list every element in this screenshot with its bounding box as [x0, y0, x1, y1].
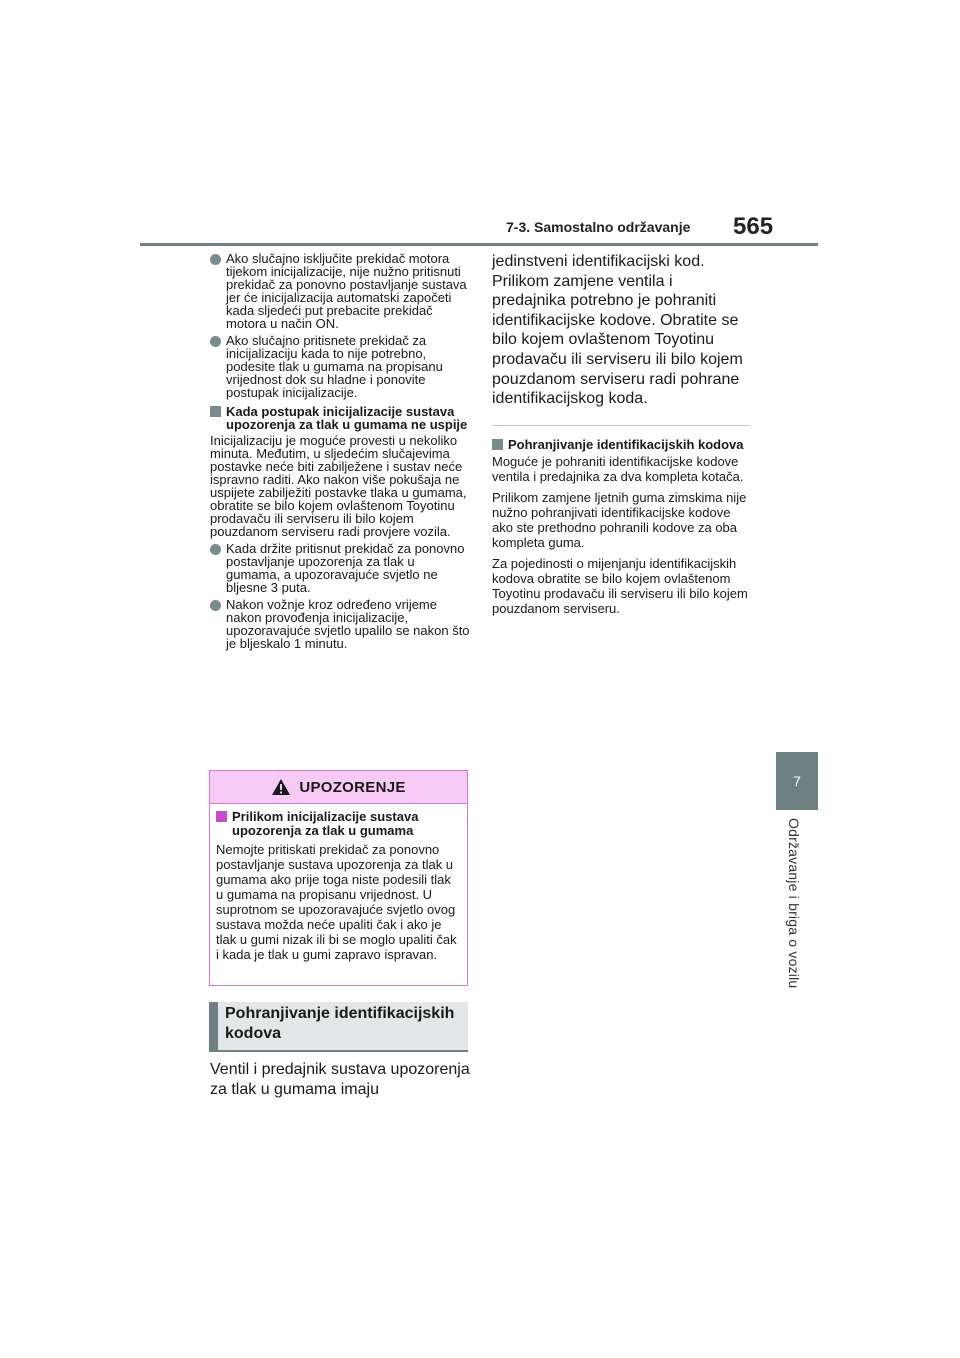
warning-triangle-icon [271, 778, 291, 796]
square-bullet-icon [216, 811, 227, 822]
warning-subheading [216, 810, 461, 838]
right-column [492, 252, 750, 622]
section-banner: Pohranjivanje identifikacijskih kodova [209, 1002, 468, 1052]
bullet-dot-icon [210, 336, 221, 347]
warning-subheading-text: Prilikom inicijalizacije sustava upozorenja za tlak u gumama [232, 809, 419, 838]
subheading-text: Pohranjivanje identifikacijskih kodova [508, 436, 744, 452]
left-column [210, 252, 470, 654]
list-item-text: Ako slučajno pritisnete prekidač za inicijalizaciju kada to nije potrebno, podesite tlak u gumama na propisanu vrijednost dok su hladne i ponovite postupak inicijalizacije. [226, 333, 443, 400]
header-section-title: 7-3. Samostalno održavanje [506, 219, 691, 235]
bullet-dot-icon [210, 544, 221, 555]
continuation-text: jedinstveni identifikacijski kod. Prilikom zamjene ventila i predajnika potrebno je pohraniti identifikacijske kodove. Obratite se bilo kojem ovlaštenom Toyotinu prodavaču ili serviseru ili bilo kojem pouzdanom serviseru radi pohrane identifikacijskog koda. [492, 253, 743, 408]
warning-box [209, 770, 468, 986]
list-item [210, 334, 470, 399]
warning-body: Nemojte pritiskati prekidač za ponovno postavljanje sustava upozorenja za tlak u gumama ako prije toga niste podesili tlak u gumama na propisanu vrijednost. U suprotnom se upozoravajuće svjetlo ovog sustava možda neće upaliti čak i ako je tlak u gumi nizak ili bi se moglo upaliti čak i kada je tlak u gumi zapravo ispravan. [216, 842, 457, 962]
list-item [210, 542, 470, 594]
warning-header [210, 771, 467, 804]
paragraph: Za pojedinosti o mijenjanju identifikacijskih kodova obratite se bilo kojem ovlaštenom Toyotinu prodavaču ili serviseru ili bilo kojem pouzdanom serviseru. [492, 555, 748, 616]
bullet-dot-icon [210, 600, 221, 611]
square-bullet-icon [210, 406, 221, 417]
chapter-title: Održavanje i briga o vozilu [786, 818, 802, 989]
warning-title: UPOZORENJE [299, 778, 406, 796]
square-bullet-icon [492, 439, 503, 450]
list-item-text: Kada držite pritisnut prekidač za ponovno postavljanje upozorenja za tlak u gumama, a upozoravajuće svjetlo ne bljesne 3 puta. [226, 541, 465, 595]
list-item [210, 598, 470, 650]
list-item [210, 252, 470, 330]
chapter-number: 7 [793, 773, 801, 789]
paragraph: Moguće je pohraniti identifikacijske kodove ventila i predajnika za dva kompleta kotača. [492, 453, 744, 484]
header-rule [140, 243, 818, 246]
section-intro: Ventil i predajnik sustava upozorenja za tlak u gumama imaju [210, 1061, 470, 1098]
bullet-dot-icon [210, 254, 221, 265]
chapter-tab[interactable] [776, 752, 818, 810]
divider [492, 425, 750, 426]
subheading [492, 438, 750, 451]
paragraph: Prilikom zamjene ljetnih guma zimskima nije nužno pohranjivati identifikacijske kodove ako ste prethodno pohranili kodove za oba kompleta guma. [492, 489, 747, 550]
list-item-text: Nakon vožnje kroz određeno vrijeme nakon provođenja inicijalizacije, upozoravajuće svjetlo upalilo se nakon što je bljeskalo 1 minutu. [226, 597, 470, 651]
subheading [210, 405, 470, 431]
subheading-text: Kada postupak inicijalizacije sustava upozorenja za tlak u gumama ne uspije [226, 404, 468, 432]
list-item-text: Ako slučajno isključite prekidač motora tijekom inicijalizacije, nije nužno pritisnuti prekidač za ponovno postavljanje sustava jer će inicijalizacija automatski započeti kada sljedeći put prebacite prekidač motora u način ON. [226, 251, 467, 331]
paragraph: Inicijalizaciju je moguće provesti u nekoliko minuta. Međutim, u sljedećim slučajevima postavke neće biti zabilježene i sustav neće ispravno raditi. Ako nakon više pokušaja ne uspijete zabilježiti postavke tlaka u gumama, obratite se bilo kojem ovlaštenom Toyotinu prodavaču ili serviseru ili bilo kojem pouzdanom serviseru radi provjere vozila. [210, 433, 467, 539]
page-number: 565 [733, 213, 774, 240]
